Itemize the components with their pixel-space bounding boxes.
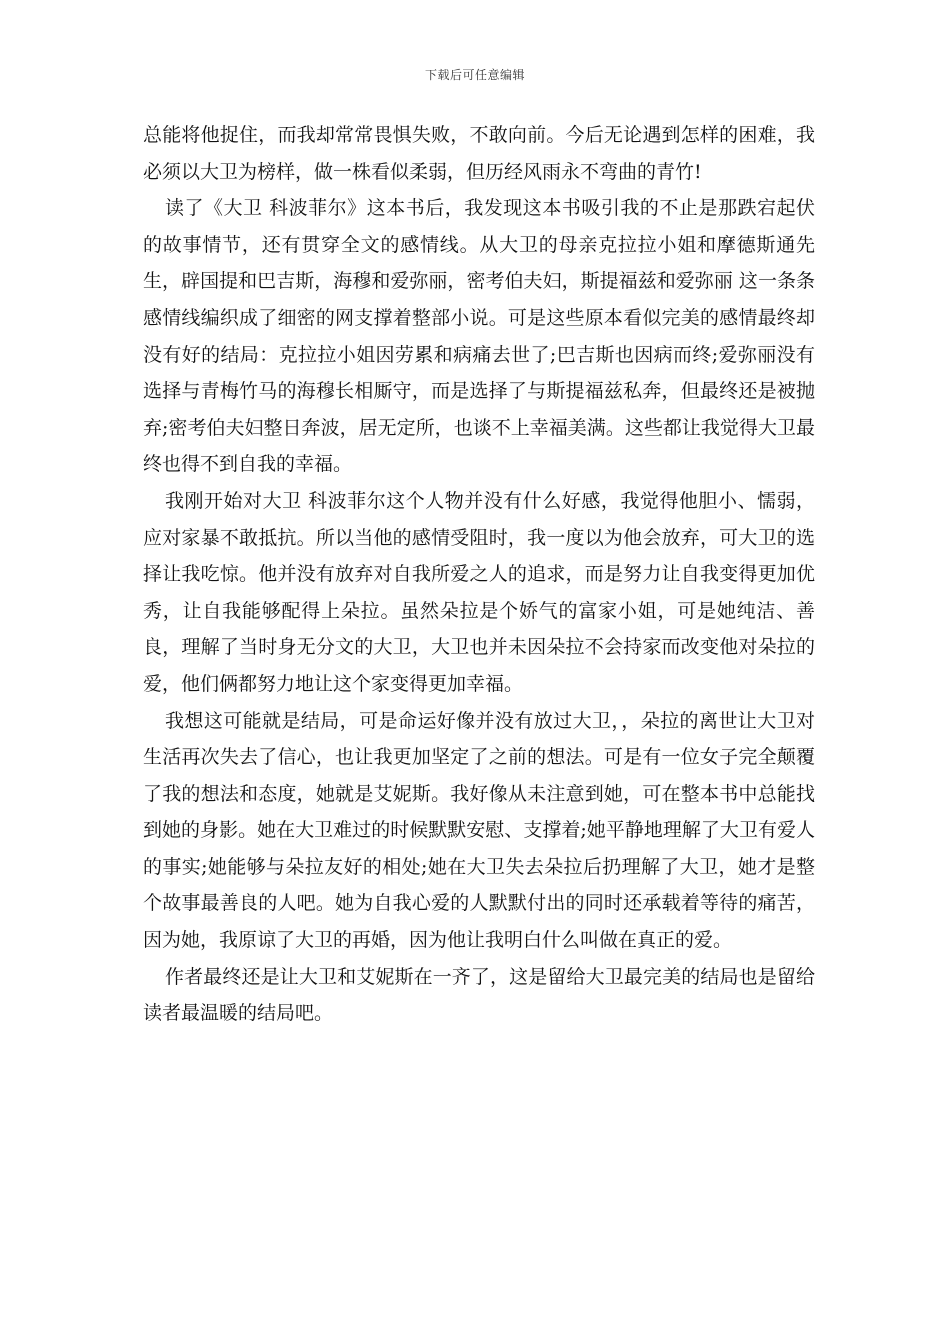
- paragraph-5: 作者最终还是让大卫和艾妮斯在一齐了，这是留给大卫最完美的结局也是留给读者最温暖的结局吧。: [143, 965, 815, 1025]
- paragraph-4: 我想这可能就是结局，可是命运好像并没有放过大卫，，朵拉的离世让大卫对生活再次失去了信心，也让我更加坚定了之前的想法。可是有一位女子完全颠覆了我的想法和态度，她就是艾妮斯。我好像从未注意到她，可在整本书中总能找到她的身影。她在大卫难过的时候默默安慰、支撑着;她平静地理解了大卫有爱人的事实;她能够与朵拉友好的相处;她在大卫失去朵拉后扔理解了大卫，她才是整个故事最善良的人吧。她为自我心爱的人默默付出的同时还承载着等待的痛苦，因为她，我原谅了大卫的再婚，因为他让我明白什么叫做在真正的爱。: [143, 709, 815, 952]
- paragraph-3: 我刚开始对大卫 科波菲尔这个人物并没有什么好感，我觉得他胆小、懦弱，应对家暴不敢抵抗。所以当他的感情受阻时，我一度以为他会放弃，可大卫的选择让我吃惊。他并没有放弃对自我所爱之人的追求，而是努力让自我变得更加优秀，让自我能够配得上朵拉。虽然朵拉是个娇气的富家小姐，可是她纯洁、善良，理解了当时身无分文的大卫，大卫也并未因朵拉不会持家而改变他对朵拉的爱，他们俩都努力地让这个家变得更加幸福。: [143, 489, 815, 695]
- paragraph-2: 读了《大卫 科波菲尔》这本书后，我发现这本书吸引我的不止是那跌宕起伏的故事情节，还有贯穿全文的感情线。从大卫的母亲克拉拉小姐和摩德斯通先生，辟国提和巴吉斯，海穆和爱弥丽，密考伯夫妇，斯提福兹和爱弥丽 这一条条感情线编织成了细密的网支撑着整部小说。可是这些原本看似完美的感情最终却没有好的结局：克拉拉小姐因劳累和病痛去世了;巴吉斯也因病而终;爱弥丽没有选择与青梅竹马的海穆长相厮守，而是选择了与斯提福兹私奔，但最终还是被抛弃;密考伯夫妇整日奔波，居无定所，也谈不上幸福美满。这些都让我觉得大卫最终也得不到自我的幸福。: [143, 197, 815, 476]
- page-header: 下载后可任意编辑: [424, 68, 525, 82]
- paragraph-1: 总能将他捉住，而我却常常畏惧失败，不敢向前。今后无论遇到怎样的困难，我必须以大卫为榜样，做一株看似柔弱，但历经风雨永不弯曲的青竹!: [143, 124, 815, 183]
- document-body: [143, 117, 815, 1032]
